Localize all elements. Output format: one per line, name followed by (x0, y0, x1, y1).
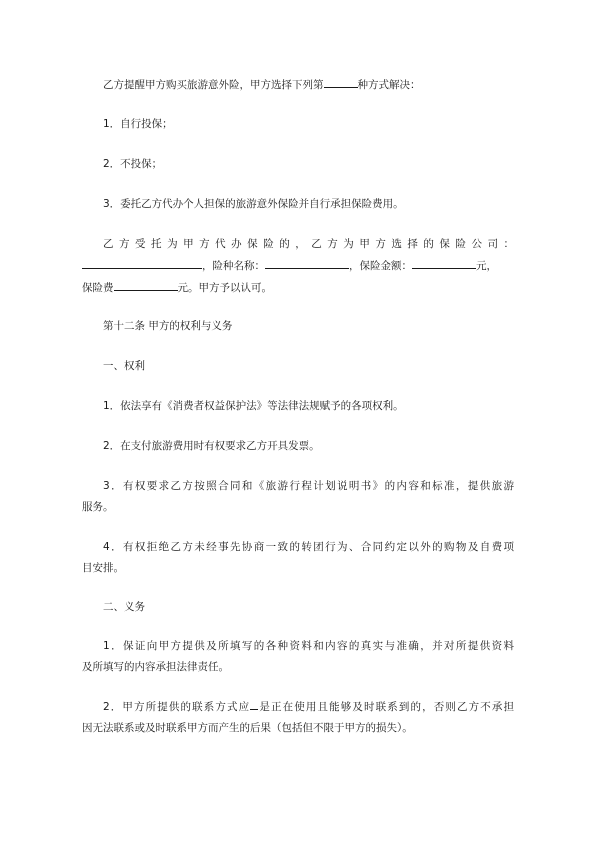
duties-heading: 二、义务 (103, 601, 145, 613)
option-2: 2．不投保； (103, 158, 163, 170)
right-3 (82, 476, 514, 518)
insurance-line-3 (82, 277, 514, 299)
duty-2 (82, 696, 514, 739)
premium-blank (114, 277, 178, 291)
right-1: 1．依法享有《消费者权益保护法》等法律法规赋予的各项权利。 (103, 400, 404, 412)
rights-heading: 一、权利 (103, 360, 145, 372)
right-4 (82, 537, 514, 579)
article-12-heading: 第十二条 甲方的权利与义务 (103, 320, 233, 332)
duty-1-line-1: 1．保证向甲方提供及所填写的各种资料和内容的真实与准确，并对所提供资料 (103, 640, 514, 652)
option-3: 3．委托乙方代办个人担保的旅游意外保险并自行承担保险费用。 (103, 198, 404, 210)
duty-1 (82, 636, 514, 678)
insured-amount-label: ，保险金额： (349, 260, 412, 272)
insurance-reminder (103, 74, 514, 96)
right-4-line-1: 4．有权拒绝乙方未经事先协商一致的转团行为、合同约定以外的购物及自费项 (103, 541, 514, 553)
premium-label: 保险费 (82, 282, 114, 294)
right-4-line-2: 目安排。 (82, 562, 124, 574)
insured-amount-unit: 元， (476, 260, 497, 272)
insurance-line-1: 乙方受托为甲方代办保险的，乙方为甲方选择的保险公司： (103, 238, 514, 250)
insurer-blank (82, 255, 202, 269)
duty-2-line-2: 因无法联系或及时联系甲方而产生的后果（包括但不限于甲方的损失）。 (82, 722, 413, 734)
duty-2-text-a: 2．甲方所提供的联系方式应 (103, 701, 251, 713)
option-1: 1．自行投保； (103, 118, 173, 130)
insurance-type-blank (265, 255, 349, 269)
option-blank (324, 74, 358, 88)
insurance-agency-paragraph (82, 234, 514, 299)
duty-2-text-b: 是正在使用且能够及时联系到的，否则乙方不承担 (258, 701, 515, 713)
right-3-line-2: 服务。 (82, 501, 114, 513)
duty-2-line-1 (82, 696, 514, 718)
insured-amount-blank (412, 255, 476, 269)
duty-1-line-2: 及所填写的内容承担法律责任。 (82, 661, 229, 673)
right-3-line-1: 3．有权要求乙方按照合同和《旅游行程计划说明书》的内容和标准，提供旅游 (103, 480, 514, 492)
premium-tail: 元。甲方予以认可。 (177, 282, 272, 294)
insurance-line-2 (82, 255, 514, 277)
insurance-type-label: ，险种名称： (202, 260, 265, 272)
right-2: 2．在支付旅游费用时有权要求乙方开具发票。 (103, 440, 320, 452)
reminder-text-after: 种方式解决： (357, 79, 421, 91)
reminder-text-before: 乙方提醒甲方购买旅游意外险，甲方选择下列第 (103, 79, 324, 91)
